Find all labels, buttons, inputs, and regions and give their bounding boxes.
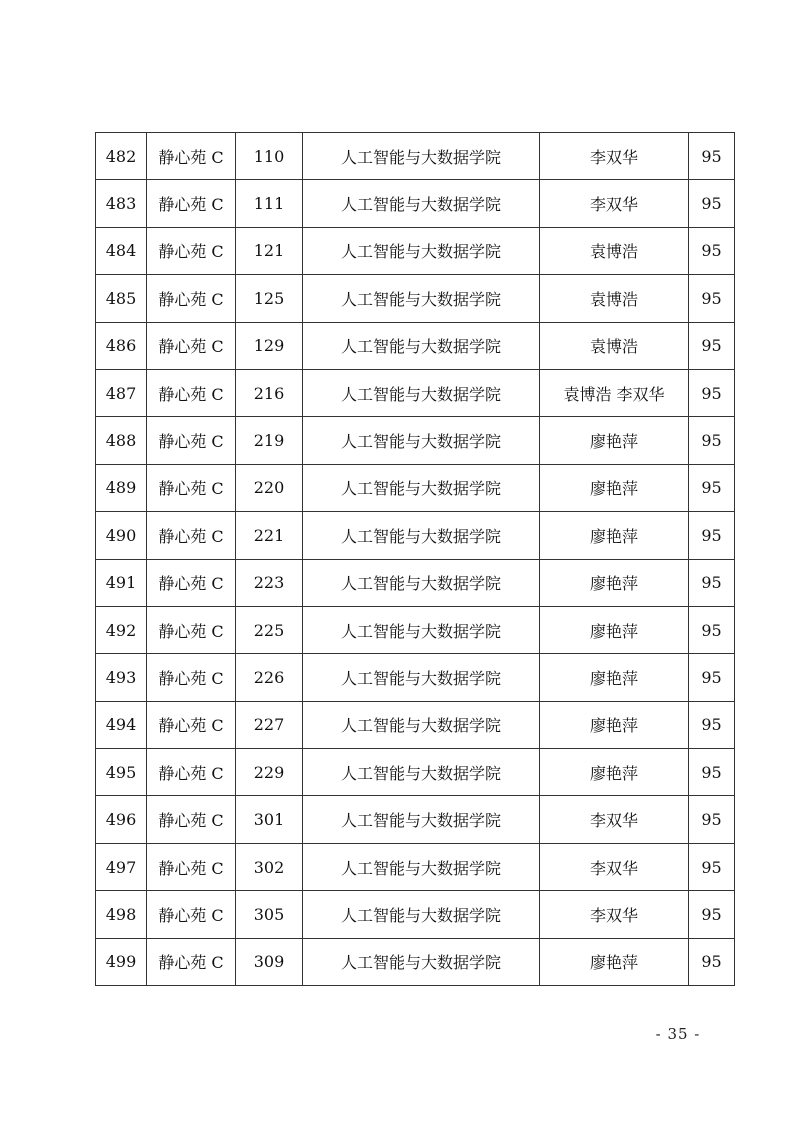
cell-score: 95 bbox=[689, 891, 735, 938]
cell-no: 499 bbox=[96, 938, 147, 985]
cell-room: 227 bbox=[236, 701, 303, 748]
cell-college: 人工智能与大数据学院 bbox=[303, 275, 540, 322]
cell-person: 廖艳萍 bbox=[540, 559, 689, 606]
cell-no: 496 bbox=[96, 796, 147, 843]
cell-no: 495 bbox=[96, 749, 147, 796]
table-row bbox=[96, 133, 735, 180]
cell-building: 静心苑 C bbox=[147, 796, 236, 843]
cell-college: 人工智能与大数据学院 bbox=[303, 559, 540, 606]
cell-college: 人工智能与大数据学院 bbox=[303, 322, 540, 369]
table-row bbox=[96, 749, 735, 796]
table-row bbox=[96, 275, 735, 322]
cell-building: 静心苑 C bbox=[147, 606, 236, 653]
cell-room: 220 bbox=[236, 464, 303, 511]
cell-no: 486 bbox=[96, 322, 147, 369]
cell-person: 廖艳萍 bbox=[540, 464, 689, 511]
cell-person: 袁博浩 bbox=[540, 227, 689, 274]
cell-no: 498 bbox=[96, 891, 147, 938]
cell-person: 袁博浩 李双华 bbox=[540, 369, 689, 416]
cell-college: 人工智能与大数据学院 bbox=[303, 606, 540, 653]
table-row bbox=[96, 654, 735, 701]
cell-building: 静心苑 C bbox=[147, 749, 236, 796]
cell-score: 95 bbox=[689, 275, 735, 322]
cell-room: 125 bbox=[236, 275, 303, 322]
cell-person: 李双华 bbox=[540, 180, 689, 227]
cell-score: 95 bbox=[689, 938, 735, 985]
cell-college: 人工智能与大数据学院 bbox=[303, 417, 540, 464]
cell-building: 静心苑 C bbox=[147, 512, 236, 559]
table-row bbox=[96, 417, 735, 464]
cell-college: 人工智能与大数据学院 bbox=[303, 701, 540, 748]
cell-room: 226 bbox=[236, 654, 303, 701]
table-row bbox=[96, 322, 735, 369]
cell-room: 110 bbox=[236, 133, 303, 180]
cell-building: 静心苑 C bbox=[147, 654, 236, 701]
cell-person: 袁博浩 bbox=[540, 322, 689, 369]
cell-no: 484 bbox=[96, 227, 147, 274]
cell-score: 95 bbox=[689, 796, 735, 843]
cell-college: 人工智能与大数据学院 bbox=[303, 749, 540, 796]
cell-person: 李双华 bbox=[540, 891, 689, 938]
cell-no: 483 bbox=[96, 180, 147, 227]
cell-no: 488 bbox=[96, 417, 147, 464]
cell-no: 487 bbox=[96, 369, 147, 416]
cell-building: 静心苑 C bbox=[147, 938, 236, 985]
cell-score: 95 bbox=[689, 559, 735, 606]
table-row bbox=[96, 559, 735, 606]
cell-no: 485 bbox=[96, 275, 147, 322]
cell-college: 人工智能与大数据学院 bbox=[303, 133, 540, 180]
cell-person: 廖艳萍 bbox=[540, 606, 689, 653]
cell-room: 221 bbox=[236, 512, 303, 559]
table-row bbox=[96, 512, 735, 559]
cell-no: 489 bbox=[96, 464, 147, 511]
cell-person: 廖艳萍 bbox=[540, 701, 689, 748]
cell-building: 静心苑 C bbox=[147, 891, 236, 938]
records-table-body bbox=[96, 133, 735, 986]
cell-room: 129 bbox=[236, 322, 303, 369]
cell-person: 廖艳萍 bbox=[540, 512, 689, 559]
cell-score: 95 bbox=[689, 227, 735, 274]
cell-score: 95 bbox=[689, 417, 735, 464]
cell-building: 静心苑 C bbox=[147, 133, 236, 180]
cell-building: 静心苑 C bbox=[147, 843, 236, 890]
table-row bbox=[96, 227, 735, 274]
table-row bbox=[96, 843, 735, 890]
cell-no: 492 bbox=[96, 606, 147, 653]
cell-score: 95 bbox=[689, 606, 735, 653]
table-row bbox=[96, 180, 735, 227]
cell-no: 493 bbox=[96, 654, 147, 701]
table-row bbox=[96, 464, 735, 511]
cell-room: 229 bbox=[236, 749, 303, 796]
cell-building: 静心苑 C bbox=[147, 464, 236, 511]
cell-score: 95 bbox=[689, 654, 735, 701]
cell-college: 人工智能与大数据学院 bbox=[303, 180, 540, 227]
cell-score: 95 bbox=[689, 701, 735, 748]
cell-person: 廖艳萍 bbox=[540, 654, 689, 701]
cell-room: 216 bbox=[236, 369, 303, 416]
cell-room: 121 bbox=[236, 227, 303, 274]
cell-college: 人工智能与大数据学院 bbox=[303, 512, 540, 559]
cell-building: 静心苑 C bbox=[147, 369, 236, 416]
cell-score: 95 bbox=[689, 369, 735, 416]
table-row bbox=[96, 891, 735, 938]
cell-score: 95 bbox=[689, 749, 735, 796]
cell-score: 95 bbox=[689, 843, 735, 890]
cell-room: 305 bbox=[236, 891, 303, 938]
table-row bbox=[96, 701, 735, 748]
cell-room: 219 bbox=[236, 417, 303, 464]
table-row bbox=[96, 369, 735, 416]
table-row bbox=[96, 796, 735, 843]
cell-college: 人工智能与大数据学院 bbox=[303, 843, 540, 890]
cell-building: 静心苑 C bbox=[147, 275, 236, 322]
cell-building: 静心苑 C bbox=[147, 227, 236, 274]
cell-building: 静心苑 C bbox=[147, 417, 236, 464]
cell-room: 225 bbox=[236, 606, 303, 653]
cell-score: 95 bbox=[689, 180, 735, 227]
records-table bbox=[95, 132, 735, 986]
cell-no: 494 bbox=[96, 701, 147, 748]
cell-college: 人工智能与大数据学院 bbox=[303, 227, 540, 274]
cell-college: 人工智能与大数据学院 bbox=[303, 464, 540, 511]
cell-room: 301 bbox=[236, 796, 303, 843]
table-row bbox=[96, 606, 735, 653]
cell-building: 静心苑 C bbox=[147, 559, 236, 606]
cell-no: 490 bbox=[96, 512, 147, 559]
cell-person: 李双华 bbox=[540, 843, 689, 890]
cell-building: 静心苑 C bbox=[147, 322, 236, 369]
cell-college: 人工智能与大数据学院 bbox=[303, 938, 540, 985]
cell-person: 廖艳萍 bbox=[540, 749, 689, 796]
page-number: - 35 - bbox=[655, 1025, 701, 1043]
cell-person: 李双华 bbox=[540, 133, 689, 180]
cell-room: 111 bbox=[236, 180, 303, 227]
table-row bbox=[96, 938, 735, 985]
cell-room: 302 bbox=[236, 843, 303, 890]
cell-room: 309 bbox=[236, 938, 303, 985]
cell-person: 袁博浩 bbox=[540, 275, 689, 322]
cell-room: 223 bbox=[236, 559, 303, 606]
cell-score: 95 bbox=[689, 133, 735, 180]
cell-college: 人工智能与大数据学院 bbox=[303, 891, 540, 938]
cell-person: 廖艳萍 bbox=[540, 938, 689, 985]
cell-college: 人工智能与大数据学院 bbox=[303, 796, 540, 843]
cell-building: 静心苑 C bbox=[147, 701, 236, 748]
cell-no: 491 bbox=[96, 559, 147, 606]
cell-score: 95 bbox=[689, 512, 735, 559]
cell-person: 廖艳萍 bbox=[540, 417, 689, 464]
cell-building: 静心苑 C bbox=[147, 180, 236, 227]
cell-college: 人工智能与大数据学院 bbox=[303, 369, 540, 416]
cell-score: 95 bbox=[689, 464, 735, 511]
cell-person: 李双华 bbox=[540, 796, 689, 843]
cell-college: 人工智能与大数据学院 bbox=[303, 654, 540, 701]
cell-no: 482 bbox=[96, 133, 147, 180]
cell-no: 497 bbox=[96, 843, 147, 890]
cell-score: 95 bbox=[689, 322, 735, 369]
